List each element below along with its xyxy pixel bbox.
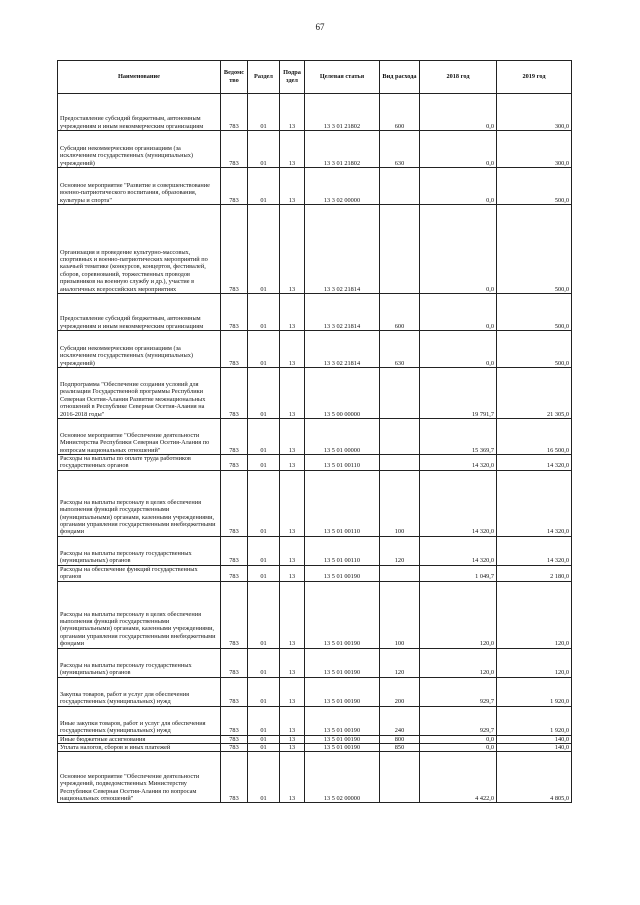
table-header-row bbox=[58, 61, 572, 94]
cell-2019: 1 920,0 bbox=[497, 677, 572, 706]
cell-2018: 0,0 bbox=[420, 331, 497, 368]
cell-expense-type bbox=[380, 565, 420, 581]
cell-department: 783 bbox=[221, 677, 248, 706]
cell-2019: 120,0 bbox=[497, 648, 572, 677]
cell-2018: 0,0 bbox=[420, 205, 497, 294]
cell-2018: 4 422,0 bbox=[420, 752, 497, 803]
cell-name: Закупка товаров, работ и услуг для обеспечения государственных (муниципальных) нужд bbox=[58, 677, 221, 706]
table-row bbox=[58, 455, 572, 471]
header-target-article: Целевая статья bbox=[305, 61, 380, 94]
cell-target-article: 13 3 02 00000 bbox=[305, 168, 380, 205]
cell-department: 783 bbox=[221, 205, 248, 294]
cell-department: 783 bbox=[221, 419, 248, 455]
table-row bbox=[58, 565, 572, 581]
cell-department: 783 bbox=[221, 470, 248, 536]
table-row bbox=[58, 677, 572, 706]
cell-expense-type bbox=[380, 168, 420, 205]
cell-department: 783 bbox=[221, 455, 248, 471]
cell-target-article: 13 3 01 21802 bbox=[305, 131, 380, 168]
cell-name: Предоставление субсидий бюджетным, автономным учреждениям и иным некоммерческим организациям bbox=[58, 294, 221, 331]
cell-section: 01 bbox=[248, 419, 280, 455]
cell-expense-type: 200 bbox=[380, 677, 420, 706]
cell-section: 01 bbox=[248, 565, 280, 581]
table-row bbox=[58, 131, 572, 168]
cell-2018: 929,7 bbox=[420, 677, 497, 706]
cell-subsection: 13 bbox=[280, 470, 305, 536]
cell-section: 01 bbox=[248, 94, 280, 131]
cell-subsection: 13 bbox=[280, 581, 305, 648]
header-section: Раздел bbox=[248, 61, 280, 94]
cell-department: 783 bbox=[221, 581, 248, 648]
cell-2018: 0,0 bbox=[420, 131, 497, 168]
cell-2019: 500,0 bbox=[497, 168, 572, 205]
cell-expense-type: 630 bbox=[380, 331, 420, 368]
cell-subsection: 13 bbox=[280, 735, 305, 743]
cell-2019: 14 320,0 bbox=[497, 470, 572, 536]
cell-2018: 120,0 bbox=[420, 581, 497, 648]
table-row bbox=[58, 752, 572, 803]
cell-target-article: 13 5 01 00190 bbox=[305, 735, 380, 743]
cell-expense-type: 100 bbox=[380, 581, 420, 648]
cell-target-article: 13 3 01 21802 bbox=[305, 94, 380, 131]
cell-name: Организация и проведение культурно-массовых, спортивных и военно-патриотических мероприятий по казачьей тематике (конкурсов, концертов, фестивалей, сборов, соревнований, торжественных проводов призывников на военную службу и др.), участие в аналогичных всероссийских мероприятиях bbox=[58, 205, 221, 294]
header-2019: 2019 год bbox=[497, 61, 572, 94]
cell-expense-type bbox=[380, 752, 420, 803]
cell-department: 783 bbox=[221, 565, 248, 581]
cell-department: 783 bbox=[221, 648, 248, 677]
cell-expense-type bbox=[380, 368, 420, 419]
cell-target-article: 13 5 01 00190 bbox=[305, 581, 380, 648]
cell-section: 01 bbox=[248, 581, 280, 648]
cell-2018: 1 049,7 bbox=[420, 565, 497, 581]
cell-2019: 1 920,0 bbox=[497, 706, 572, 735]
cell-target-article: 13 5 01 00110 bbox=[305, 455, 380, 471]
cell-subsection: 13 bbox=[280, 331, 305, 368]
cell-expense-type: 600 bbox=[380, 94, 420, 131]
cell-2018: 0,0 bbox=[420, 735, 497, 743]
cell-subsection: 13 bbox=[280, 752, 305, 803]
table-row bbox=[58, 581, 572, 648]
cell-expense-type: 100 bbox=[380, 470, 420, 536]
cell-name: Расходы на выплаты персоналу в целях обеспечения выполнения функций государственными (муниципальными) органами, казенными учреждениями, органами управления государственными внебюджетными фондами bbox=[58, 581, 221, 648]
cell-section: 01 bbox=[248, 744, 280, 752]
cell-target-article: 13 5 02 00000 bbox=[305, 752, 380, 803]
cell-target-article: 13 5 01 00190 bbox=[305, 677, 380, 706]
cell-section: 01 bbox=[248, 648, 280, 677]
cell-name: Предоставление субсидий бюджетным, автономным учреждениям и иным некоммерческим организациям bbox=[58, 94, 221, 131]
cell-expense-type: 600 bbox=[380, 294, 420, 331]
cell-subsection: 13 bbox=[280, 565, 305, 581]
cell-expense-type bbox=[380, 455, 420, 471]
cell-department: 783 bbox=[221, 294, 248, 331]
cell-section: 01 bbox=[248, 706, 280, 735]
cell-subsection: 13 bbox=[280, 94, 305, 131]
cell-expense-type: 800 bbox=[380, 735, 420, 743]
cell-target-article: 13 3 02 21814 bbox=[305, 331, 380, 368]
cell-2019: 120,0 bbox=[497, 581, 572, 648]
table-row bbox=[58, 419, 572, 455]
cell-section: 01 bbox=[248, 368, 280, 419]
cell-section: 01 bbox=[248, 168, 280, 205]
cell-department: 783 bbox=[221, 331, 248, 368]
cell-department: 783 bbox=[221, 735, 248, 743]
cell-section: 01 bbox=[248, 752, 280, 803]
cell-section: 01 bbox=[248, 205, 280, 294]
cell-section: 01 bbox=[248, 294, 280, 331]
cell-name: Основное мероприятие "Развитие и совершенствование военно-патриотического воспитания, образования, культуры и спорта" bbox=[58, 168, 221, 205]
header-2018: 2018 год bbox=[420, 61, 497, 94]
cell-2019: 16 500,0 bbox=[497, 419, 572, 455]
cell-subsection: 13 bbox=[280, 294, 305, 331]
cell-2019: 500,0 bbox=[497, 331, 572, 368]
table-row bbox=[58, 648, 572, 677]
cell-target-article: 13 3 02 21814 bbox=[305, 294, 380, 331]
cell-subsection: 13 bbox=[280, 131, 305, 168]
table-row bbox=[58, 706, 572, 735]
cell-expense-type: 630 bbox=[380, 131, 420, 168]
cell-name: Уплата налогов, сборов и иных платежей bbox=[58, 744, 221, 752]
cell-name: Расходы на обеспечение функций государственных органов bbox=[58, 565, 221, 581]
cell-section: 01 bbox=[248, 331, 280, 368]
cell-2018: 0,0 bbox=[420, 94, 497, 131]
cell-section: 01 bbox=[248, 677, 280, 706]
cell-2019: 4 805,0 bbox=[497, 752, 572, 803]
cell-target-article: 13 5 01 00000 bbox=[305, 419, 380, 455]
cell-subsection: 13 bbox=[280, 168, 305, 205]
cell-2019: 500,0 bbox=[497, 205, 572, 294]
cell-subsection: 13 bbox=[280, 205, 305, 294]
cell-target-article: 13 5 01 00190 bbox=[305, 744, 380, 752]
cell-target-article: 13 5 01 00110 bbox=[305, 470, 380, 536]
cell-2019: 21 305,0 bbox=[497, 368, 572, 419]
budget-table bbox=[57, 60, 572, 803]
cell-2019: 140,0 bbox=[497, 735, 572, 743]
cell-expense-type: 120 bbox=[380, 648, 420, 677]
cell-name: Иные закупки товаров, работ и услуг для обеспечения государственных (муниципальных) нужд bbox=[58, 706, 221, 735]
cell-target-article: 13 5 01 00190 bbox=[305, 648, 380, 677]
cell-2019: 300,0 bbox=[497, 94, 572, 131]
cell-name: Субсидии некоммерческим организациям (за исключением государственных (муниципальных) учреждений) bbox=[58, 131, 221, 168]
cell-2018: 14 320,0 bbox=[420, 455, 497, 471]
cell-2018: 15 369,7 bbox=[420, 419, 497, 455]
cell-subsection: 13 bbox=[280, 744, 305, 752]
cell-name: Основное мероприятие "Обеспечение деятельности Министерства Республики Северная Осетия-Алания по вопросам национальных отношений" bbox=[58, 419, 221, 455]
cell-subsection: 13 bbox=[280, 706, 305, 735]
cell-subsection: 13 bbox=[280, 368, 305, 419]
cell-department: 783 bbox=[221, 131, 248, 168]
cell-expense-type bbox=[380, 419, 420, 455]
cell-2018: 929,7 bbox=[420, 706, 497, 735]
cell-target-article: 13 5 01 00110 bbox=[305, 536, 380, 565]
header-subsection: Подра здел bbox=[280, 61, 305, 94]
cell-section: 01 bbox=[248, 131, 280, 168]
cell-department: 783 bbox=[221, 752, 248, 803]
cell-expense-type: 850 bbox=[380, 744, 420, 752]
cell-subsection: 13 bbox=[280, 419, 305, 455]
cell-department: 783 bbox=[221, 94, 248, 131]
cell-target-article: 13 5 01 00190 bbox=[305, 706, 380, 735]
cell-section: 01 bbox=[248, 735, 280, 743]
table-row bbox=[58, 470, 572, 536]
page-number: 67 bbox=[315, 22, 325, 32]
cell-section: 01 bbox=[248, 470, 280, 536]
cell-2018: 19 791,7 bbox=[420, 368, 497, 419]
table-row bbox=[58, 331, 572, 368]
cell-2018: 0,0 bbox=[420, 168, 497, 205]
table-row bbox=[58, 368, 572, 419]
header-expense-type: Вид расхода bbox=[380, 61, 420, 94]
cell-section: 01 bbox=[248, 455, 280, 471]
table-row bbox=[58, 168, 572, 205]
cell-expense-type bbox=[380, 205, 420, 294]
cell-section: 01 bbox=[248, 536, 280, 565]
cell-2019: 14 320,0 bbox=[497, 455, 572, 471]
cell-2018: 14 320,0 bbox=[420, 536, 497, 565]
cell-expense-type: 240 bbox=[380, 706, 420, 735]
cell-2019: 300,0 bbox=[497, 131, 572, 168]
cell-expense-type: 120 bbox=[380, 536, 420, 565]
cell-subsection: 13 bbox=[280, 648, 305, 677]
cell-2018: 0,0 bbox=[420, 294, 497, 331]
cell-department: 783 bbox=[221, 744, 248, 752]
table-row bbox=[58, 735, 572, 743]
cell-subsection: 13 bbox=[280, 536, 305, 565]
cell-name: Иные бюджетные ассигнования bbox=[58, 735, 221, 743]
cell-department: 783 bbox=[221, 368, 248, 419]
cell-2019: 2 180,0 bbox=[497, 565, 572, 581]
cell-target-article: 13 5 01 00190 bbox=[305, 565, 380, 581]
cell-name: Расходы на выплаты персоналу государственных (муниципальных) органов bbox=[58, 648, 221, 677]
cell-target-article: 13 5 00 00000 bbox=[305, 368, 380, 419]
cell-name: Подпрограмма "Обеспечение создания условий для реализации Государственной программы Республики Северная Осетия-Алания Развитие межнациональных отношений в Республике Северная Осетия-Алания на 2016-2018 годы" bbox=[58, 368, 221, 419]
cell-name: Субсидии некоммерческим организациям (за исключением государственных (муниципальных) учреждений) bbox=[58, 331, 221, 368]
header-department: Ведомс тво bbox=[221, 61, 248, 94]
table-row bbox=[58, 94, 572, 131]
cell-2019: 14 320,0 bbox=[497, 536, 572, 565]
header-name: Наименование bbox=[58, 61, 221, 94]
cell-target-article: 13 3 02 21814 bbox=[305, 205, 380, 294]
cell-2018: 120,0 bbox=[420, 648, 497, 677]
cell-subsection: 13 bbox=[280, 455, 305, 471]
cell-name: Расходы на выплаты персоналу государственных (муниципальных) органов bbox=[58, 536, 221, 565]
table-row bbox=[58, 744, 572, 752]
cell-2019: 140,0 bbox=[497, 744, 572, 752]
table-row bbox=[58, 205, 572, 294]
cell-name: Основное мероприятие "Обеспечение деятельности учреждений, подведомственных Министерству Республики Северная Осетия-Алания по вопросам национальных отношений" bbox=[58, 752, 221, 803]
table-row bbox=[58, 536, 572, 565]
cell-name: Расходы на выплаты по оплате труда работников государственных органов bbox=[58, 455, 221, 471]
table-row bbox=[58, 294, 572, 331]
cell-department: 783 bbox=[221, 706, 248, 735]
cell-subsection: 13 bbox=[280, 677, 305, 706]
cell-name: Расходы на выплаты персоналу в целях обеспечения выполнения функций государственными (муниципальными) органами, казенными учреждениями, органами управления государственными внебюджетными фондами bbox=[58, 470, 221, 536]
cell-2019: 500,0 bbox=[497, 294, 572, 331]
cell-department: 783 bbox=[221, 168, 248, 205]
cell-department: 783 bbox=[221, 536, 248, 565]
cell-2018: 0,0 bbox=[420, 744, 497, 752]
cell-2018: 14 320,0 bbox=[420, 470, 497, 536]
